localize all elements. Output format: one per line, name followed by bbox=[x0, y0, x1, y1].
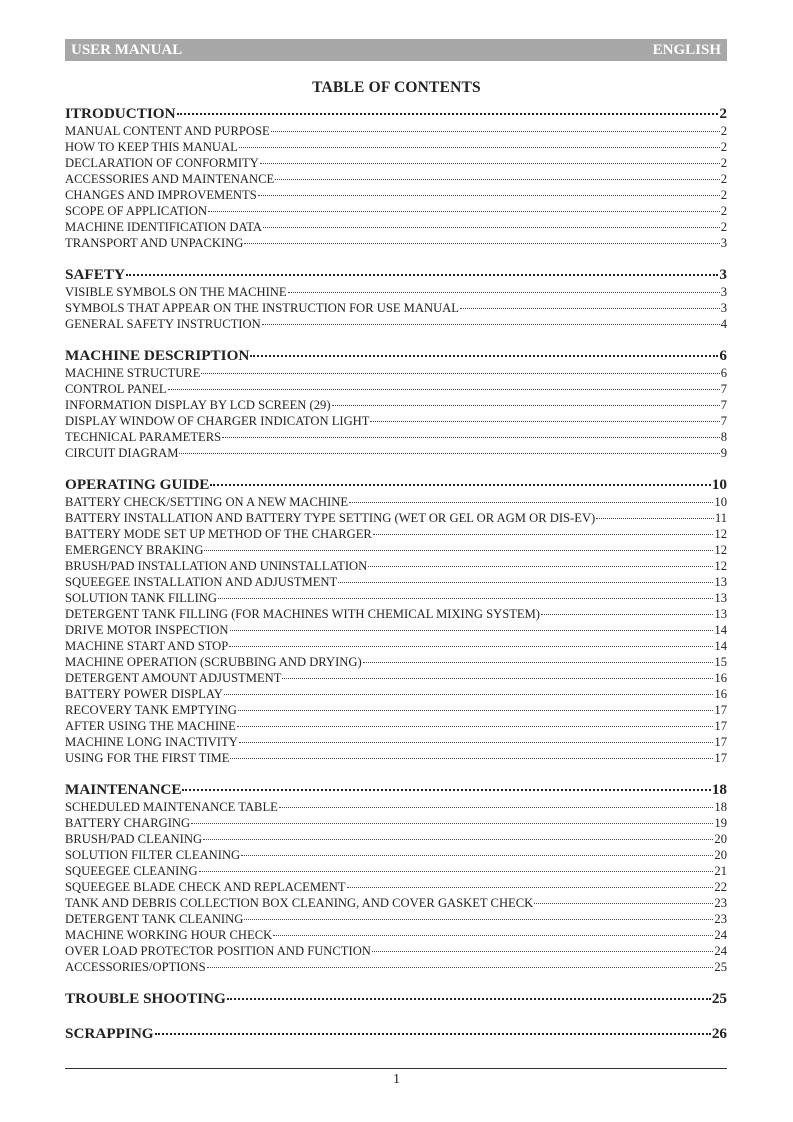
page-ref: 8 bbox=[720, 430, 727, 444]
dot-leader bbox=[191, 823, 713, 824]
dot-leader bbox=[279, 807, 714, 808]
toc-section bbox=[65, 105, 727, 251]
entry-title: DETERGENT TANK FILLING (FOR MACHINES WITH CHEMICAL MIXING SYSTEM) bbox=[65, 607, 540, 621]
toc-entry-row bbox=[65, 718, 727, 734]
entry-title: GENERAL SAFETY INSTRUCTION bbox=[65, 317, 261, 331]
dot-leader bbox=[201, 373, 719, 374]
toc-entry-row bbox=[65, 526, 727, 542]
toc-entry-row bbox=[65, 654, 727, 670]
page-ref: 18 bbox=[711, 781, 727, 798]
entry-title: INFORMATION DISPLAY BY LCD SCREEN (29) bbox=[65, 398, 331, 412]
toc-entry-row bbox=[65, 235, 727, 251]
section-title: SCRAPPING bbox=[65, 1025, 154, 1042]
page-ref: 7 bbox=[720, 414, 727, 428]
dot-leader bbox=[224, 694, 714, 695]
dot-leader bbox=[363, 662, 714, 663]
toc-entry-row bbox=[65, 606, 727, 622]
toc-entry-row bbox=[65, 847, 727, 863]
toc-entry-row bbox=[65, 494, 727, 510]
page-ref: 13 bbox=[714, 591, 727, 605]
toc-entry-row bbox=[65, 879, 727, 895]
toc-entry-row bbox=[65, 863, 727, 879]
dot-leader bbox=[262, 324, 720, 325]
toc-entry-row bbox=[65, 187, 727, 203]
entry-title: SQUEEGEE BLADE CHECK AND REPLACEMENT bbox=[65, 880, 346, 894]
page-ref: 2 bbox=[720, 172, 727, 186]
dot-leader bbox=[460, 308, 720, 309]
page-ref: 12 bbox=[714, 543, 727, 557]
page-ref: 14 bbox=[714, 639, 727, 653]
entry-title: BRUSH/PAD CLEANING bbox=[65, 832, 203, 846]
page-ref: 7 bbox=[720, 382, 727, 396]
toc-entry-row bbox=[65, 365, 727, 381]
dot-leader bbox=[155, 1033, 711, 1035]
page-ref: 2 bbox=[720, 124, 727, 138]
page-ref: 15 bbox=[714, 655, 727, 669]
entry-title: DETERGENT AMOUNT ADJUSTMENT bbox=[65, 671, 282, 685]
section-heading-row bbox=[65, 347, 727, 365]
entry-title: MANUAL CONTENT AND PURPOSE bbox=[65, 124, 270, 138]
entry-title: MACHINE LONG INACTIVITY bbox=[65, 735, 238, 749]
page-ref: 20 bbox=[714, 848, 727, 862]
page-ref: 2 bbox=[720, 156, 727, 170]
page-ref: 16 bbox=[714, 671, 727, 685]
toc-entry-row bbox=[65, 413, 727, 429]
dot-leader bbox=[182, 789, 710, 791]
dot-leader bbox=[534, 903, 713, 904]
page-ref: 2 bbox=[720, 188, 727, 202]
entry-title: AFTER USING THE MACHINE bbox=[65, 719, 236, 733]
toc-entry-row bbox=[65, 542, 727, 558]
page-ref: 24 bbox=[714, 928, 727, 942]
entry-title: SQUEEGEE INSTALLATION AND ADJUSTMENT bbox=[65, 575, 338, 589]
entry-title: MACHINE OPERATION (SCRUBBING AND DRYING) bbox=[65, 655, 362, 669]
dot-leader bbox=[370, 421, 719, 422]
section-title: OPERATING GUIDE bbox=[65, 476, 210, 493]
toc-entry-row bbox=[65, 734, 727, 750]
section-title: ITRODUCTION bbox=[65, 105, 176, 122]
entry-title: DRIVE MOTOR INSPECTION bbox=[65, 623, 229, 637]
dot-leader bbox=[238, 710, 714, 711]
dot-leader bbox=[250, 355, 718, 357]
toc-entry-row bbox=[65, 927, 727, 943]
entry-title: HOW TO KEEP THIS MANUAL bbox=[65, 140, 238, 154]
page-ref: 13 bbox=[714, 575, 727, 589]
dot-leader bbox=[230, 630, 714, 631]
page-ref: 13 bbox=[714, 607, 727, 621]
toc-entry-row bbox=[65, 799, 727, 815]
toc-entry-row bbox=[65, 943, 727, 959]
dot-leader bbox=[596, 518, 714, 519]
toc-section bbox=[65, 476, 727, 766]
entry-title: BRUSH/PAD INSTALLATION AND UNINSTALLATION bbox=[65, 559, 368, 573]
page-ref: 2 bbox=[720, 220, 727, 234]
toc-entry-row bbox=[65, 155, 727, 171]
toc-title: TABLE OF CONTENTS bbox=[312, 79, 481, 96]
toc-entry-row bbox=[65, 316, 727, 332]
entry-title: BATTERY CHECK/SETTING ON A NEW MACHINE bbox=[65, 495, 349, 509]
toc-entry-row bbox=[65, 590, 727, 606]
dot-leader bbox=[263, 227, 720, 228]
page-ref: 17 bbox=[714, 703, 727, 717]
dot-leader bbox=[199, 871, 714, 872]
page-ref: 2 bbox=[720, 140, 727, 154]
toc-entry-row bbox=[65, 831, 727, 847]
entry-title: SOLUTION TANK FILLING bbox=[65, 591, 217, 605]
toc-entry-row bbox=[65, 670, 727, 686]
page-ref: 17 bbox=[714, 735, 727, 749]
page-number: 1 bbox=[393, 1072, 400, 1087]
dot-leader bbox=[372, 951, 714, 952]
entry-title: TRANSPORT AND UNPACKING bbox=[65, 236, 244, 250]
dot-leader bbox=[241, 855, 713, 856]
header-right-label: ENGLISH bbox=[652, 41, 721, 58]
page-ref: 21 bbox=[714, 864, 727, 878]
entry-title: TECHNICAL PARAMETERS bbox=[65, 430, 222, 444]
toc-entry-row bbox=[65, 815, 727, 831]
dot-leader bbox=[237, 726, 714, 727]
dot-leader bbox=[349, 502, 713, 503]
entry-title: MACHINE START AND STOP bbox=[65, 639, 229, 653]
toc-entry-row bbox=[65, 750, 727, 766]
toc-entry-row bbox=[65, 895, 727, 911]
toc-entry-row bbox=[65, 284, 727, 300]
toc-entry-row bbox=[65, 203, 727, 219]
section-heading-row bbox=[65, 105, 727, 123]
toc-entry-row bbox=[65, 574, 727, 590]
page-ref: 10 bbox=[711, 476, 727, 493]
dot-leader bbox=[227, 998, 711, 1000]
entry-title: CIRCUIT DIAGRAM bbox=[65, 446, 179, 460]
toc-entry-row bbox=[65, 397, 727, 413]
dot-leader bbox=[260, 163, 720, 164]
toc-entry-row bbox=[65, 139, 727, 155]
dot-leader bbox=[244, 243, 719, 244]
section-title: MAINTENANCE bbox=[65, 781, 182, 798]
dot-leader bbox=[271, 131, 720, 132]
entry-title: MACHINE IDENTIFICATION DATA bbox=[65, 220, 262, 234]
toc-entry-row bbox=[65, 123, 727, 139]
entry-title: DISPLAY WINDOW OF CHARGER INDICATON LIGHT bbox=[65, 414, 370, 428]
page-ref: 2 bbox=[720, 204, 727, 218]
toc-entry-row bbox=[65, 429, 727, 445]
dot-leader bbox=[210, 484, 710, 486]
toc-entry-row bbox=[65, 381, 727, 397]
dot-leader bbox=[208, 211, 720, 212]
page-ref: 11 bbox=[714, 511, 727, 525]
page-ref: 12 bbox=[714, 527, 727, 541]
toc-entry-row bbox=[65, 445, 727, 461]
dot-leader bbox=[229, 646, 713, 647]
footer-rule bbox=[65, 1068, 727, 1069]
entry-title: BATTERY POWER DISPLAY bbox=[65, 687, 223, 701]
dot-leader bbox=[258, 195, 720, 196]
dot-leader bbox=[207, 967, 714, 968]
dot-leader bbox=[222, 437, 720, 438]
page-ref: 22 bbox=[714, 880, 727, 894]
page-header bbox=[65, 39, 727, 61]
dot-leader bbox=[338, 582, 713, 583]
dot-leader bbox=[177, 113, 719, 115]
toc-section bbox=[65, 990, 727, 1008]
dot-leader bbox=[218, 598, 713, 599]
page-ref: 19 bbox=[714, 816, 727, 830]
page-ref: 3 bbox=[720, 285, 727, 299]
page-ref: 4 bbox=[720, 317, 727, 331]
page-ref: 2 bbox=[719, 105, 727, 122]
page-ref: 24 bbox=[714, 944, 727, 958]
dot-leader bbox=[273, 935, 713, 936]
page-ref: 26 bbox=[711, 1025, 727, 1042]
dot-leader bbox=[347, 887, 714, 888]
toc-entry-row bbox=[65, 622, 727, 638]
dot-leader bbox=[244, 919, 713, 920]
toc-section bbox=[65, 1025, 727, 1043]
page-ref: 3 bbox=[720, 236, 727, 250]
dot-leader bbox=[179, 453, 719, 454]
entry-title: TANK AND DEBRIS COLLECTION BOX CLEANING, AND COVER GASKET CHECK bbox=[65, 896, 534, 910]
section-heading-row bbox=[65, 990, 727, 1008]
section-heading-row bbox=[65, 266, 727, 284]
toc-section bbox=[65, 347, 727, 461]
section-heading-row bbox=[65, 781, 727, 799]
toc-entry-row bbox=[65, 959, 727, 975]
toc-entry-row bbox=[65, 300, 727, 316]
section-title: SAFETY bbox=[65, 266, 125, 283]
entry-title: SQUEEGEE CLEANING bbox=[65, 864, 198, 878]
entry-title: EMERGENCY BRAKING bbox=[65, 543, 204, 557]
page-ref: 10 bbox=[714, 495, 727, 509]
toc-entry-row bbox=[65, 638, 727, 654]
dot-leader bbox=[230, 758, 713, 759]
page-ref: 9 bbox=[720, 446, 727, 460]
toc-entry-row bbox=[65, 558, 727, 574]
entry-title: BATTERY CHARGING bbox=[65, 816, 191, 830]
entry-title: CHANGES AND IMPROVEMENTS bbox=[65, 188, 257, 202]
toc-entry-row bbox=[65, 510, 727, 526]
page-ref: 12 bbox=[714, 559, 727, 573]
page-ref: 18 bbox=[714, 800, 727, 814]
entry-title: SCHEDULED MAINTENANCE TABLE bbox=[65, 800, 278, 814]
dot-leader bbox=[126, 274, 718, 276]
toc-section bbox=[65, 266, 727, 332]
toc-entry-row bbox=[65, 686, 727, 702]
dot-leader bbox=[203, 839, 713, 840]
dot-leader bbox=[373, 534, 714, 535]
header-left-label: USER MANUAL bbox=[71, 41, 183, 58]
toc-entry-row bbox=[65, 219, 727, 235]
entry-title: VISIBLE SYMBOLS ON THE MACHINE bbox=[65, 285, 287, 299]
entry-title: USING FOR THE FIRST TIME bbox=[65, 751, 230, 765]
entry-title: RECOVERY TANK EMPTYING bbox=[65, 703, 237, 717]
page-ref: 23 bbox=[714, 896, 727, 910]
page-ref: 6 bbox=[720, 366, 727, 380]
page-ref: 7 bbox=[720, 398, 727, 412]
page-ref: 17 bbox=[714, 719, 727, 733]
entry-title: MACHINE WORKING HOUR CHECK bbox=[65, 928, 273, 942]
entry-title: BATTERY INSTALLATION AND BATTERY TYPE SETTING (WET OR GEL OR AGM OR DIS-EV) bbox=[65, 511, 596, 525]
page-ref: 16 bbox=[714, 687, 727, 701]
dot-leader bbox=[282, 678, 713, 679]
dot-leader bbox=[288, 292, 720, 293]
entry-title: BATTERY MODE SET UP METHOD OF THE CHARGER bbox=[65, 527, 372, 541]
section-heading-row bbox=[65, 476, 727, 494]
dot-leader bbox=[239, 742, 714, 743]
dot-leader bbox=[168, 389, 720, 390]
dot-leader bbox=[368, 566, 713, 567]
page-ref: 3 bbox=[719, 266, 727, 283]
page-ref: 14 bbox=[714, 623, 727, 637]
table-of-contents bbox=[65, 105, 727, 1058]
entry-title: DETERGENT TANK CLEANING bbox=[65, 912, 244, 926]
entry-title: ACCESSORIES AND MAINTENANCE bbox=[65, 172, 275, 186]
page-ref: 6 bbox=[719, 347, 727, 364]
entry-title: CONTROL PANEL bbox=[65, 382, 167, 396]
entry-title: DECLARATION OF CONFORMITY bbox=[65, 156, 259, 170]
entry-title: SYMBOLS THAT APPEAR ON THE INSTRUCTION FOR USE MANUAL bbox=[65, 301, 459, 315]
dot-leader bbox=[204, 550, 713, 551]
section-title: TROUBLE SHOOTING bbox=[65, 990, 226, 1007]
page-ref: 25 bbox=[714, 960, 727, 974]
page-ref: 23 bbox=[714, 912, 727, 926]
page-ref: 3 bbox=[720, 301, 727, 315]
page-ref: 20 bbox=[714, 832, 727, 846]
page-ref: 17 bbox=[714, 751, 727, 765]
section-heading-row bbox=[65, 1025, 727, 1043]
entry-title: MACHINE STRUCTURE bbox=[65, 366, 201, 380]
entry-title: OVER LOAD PROTECTOR POSITION AND FUNCTION bbox=[65, 944, 371, 958]
toc-entry-row bbox=[65, 702, 727, 718]
dot-leader bbox=[239, 147, 720, 148]
entry-title: SOLUTION FILTER CLEANING bbox=[65, 848, 241, 862]
dot-leader bbox=[332, 405, 720, 406]
toc-entry-row bbox=[65, 171, 727, 187]
dot-leader bbox=[275, 179, 719, 180]
section-title: MACHINE DESCRIPTION bbox=[65, 347, 250, 364]
dot-leader bbox=[541, 614, 713, 615]
entry-title: ACCESSORIES/OPTIONS bbox=[65, 960, 206, 974]
toc-section bbox=[65, 781, 727, 975]
toc-entry-row bbox=[65, 911, 727, 927]
page-ref: 25 bbox=[711, 990, 727, 1007]
entry-title: SCOPE OF APPLICATION bbox=[65, 204, 208, 218]
